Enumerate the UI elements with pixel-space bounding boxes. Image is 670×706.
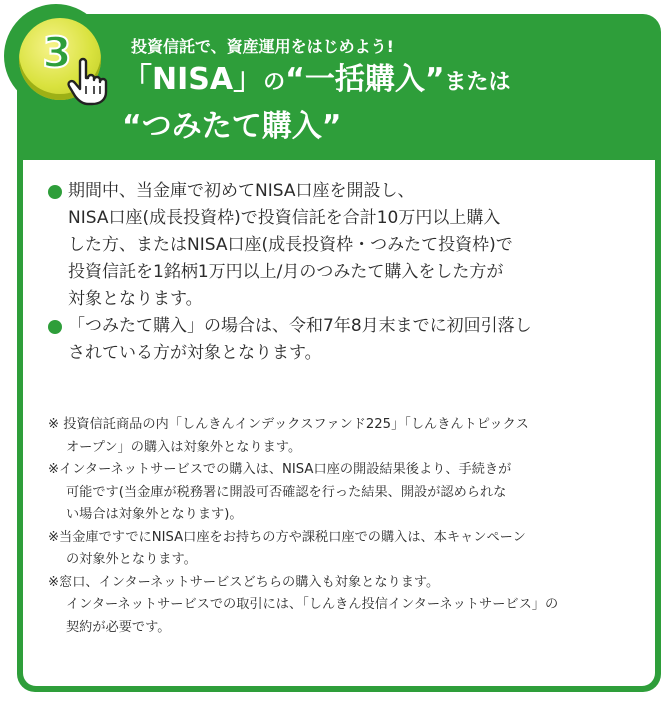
condition-line: 投資信託を1銘柄1万円以上/月のつみたて購入をした方が bbox=[68, 262, 504, 282]
condition-line: されている方が対象となります。 bbox=[68, 343, 322, 363]
condition-item bbox=[48, 178, 618, 313]
conditions-list bbox=[48, 178, 618, 367]
step-number: 3 bbox=[42, 28, 72, 77]
bullet-dot-icon bbox=[48, 185, 62, 199]
note-item bbox=[48, 414, 638, 459]
note-item bbox=[48, 527, 638, 572]
condition-line: した方、またはNISA口座(成長投資枠・つみたて投資枠)で bbox=[68, 235, 513, 255]
title-nisa: 「NISA」 bbox=[122, 62, 264, 97]
step-badge bbox=[4, 4, 108, 108]
note-line: の対象外となります。 bbox=[66, 552, 197, 567]
header-title bbox=[122, 58, 511, 149]
condition-line: 期間中、当金庫で初めてNISA口座を開設し、 bbox=[68, 181, 415, 201]
title-particle: の bbox=[263, 70, 286, 95]
note-line: ※当金庫ですでにNISA口座をお持ちの方や課税口座での購入は、本キャンペーン bbox=[48, 529, 526, 545]
condition-line: NISA口座(成長投資枠)で投資信託を合計10万円以上購入 bbox=[68, 208, 501, 228]
note-item bbox=[48, 459, 638, 527]
note-line: ※ 投資信託商品の内「しんきんインデックスファンド225」「しんきんトピックス bbox=[48, 417, 529, 432]
header-subtitle: 投資信託で、資産運用をはじめよう! bbox=[131, 37, 394, 56]
note-line: 契約が必要です。 bbox=[66, 619, 171, 635]
notes-list bbox=[48, 414, 638, 639]
title-or: または bbox=[444, 70, 511, 95]
bullet-dot-icon bbox=[48, 320, 62, 334]
note-line: インターネットサービスでの取引には、「しんきん投信インターネットサービス」の bbox=[66, 597, 559, 612]
title-installment: “つみたて購入” bbox=[122, 109, 342, 144]
note-line: ※窓口、インターネットサービスどちらの購入も対象となります。 bbox=[48, 574, 440, 590]
condition-line: 対象となります。 bbox=[68, 289, 203, 309]
title-lump-sum: “一括購入” bbox=[285, 62, 445, 97]
condition-item bbox=[48, 313, 618, 367]
note-line: ※インターネットサービスでの購入は、NISA口座の開設結果後より、手続きが bbox=[48, 462, 512, 477]
condition-line: 「つみたて購入」の場合は、令和7年8月末までに初回引落し bbox=[68, 316, 532, 336]
note-line: 可能です(当金庫が税務署に開設可否確認を行った結果、開設が認められな bbox=[66, 484, 507, 500]
note-line: オープン」の購入は対象外となります。 bbox=[66, 439, 302, 455]
note-line: い場合は対象外となります)。 bbox=[66, 507, 243, 522]
note-item bbox=[48, 572, 638, 640]
pointing-hand-icon bbox=[66, 56, 112, 106]
